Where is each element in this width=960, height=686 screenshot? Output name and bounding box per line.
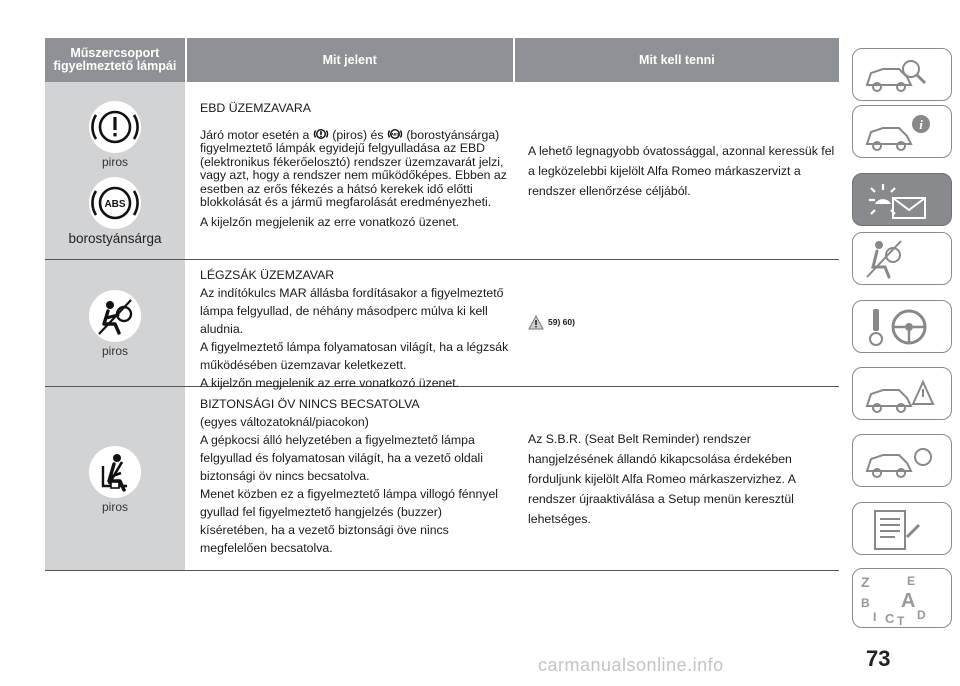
table-row bbox=[45, 387, 839, 571]
lamp-cell bbox=[45, 260, 185, 386]
action-cell bbox=[512, 82, 839, 259]
meaning-cell bbox=[185, 387, 512, 570]
text-pre: Járó motor esetén a bbox=[200, 127, 310, 142]
action-cell bbox=[512, 260, 839, 386]
warning-refs-text: 59) 60) bbox=[548, 317, 575, 327]
car-service-icon bbox=[853, 435, 953, 488]
warning-lamp-table bbox=[45, 38, 839, 571]
row-text: A gépkocsi álló helyzetében a figyelmeztető lámpa felgyullad és folyamatosan világít, ha a vezető oldali biztonsági öv nincs becsatolva. bbox=[200, 433, 483, 483]
watermark: carmanualsonline.info bbox=[538, 655, 724, 675]
page-number: 73 bbox=[866, 646, 891, 671]
car-crash-icon bbox=[853, 368, 953, 421]
row-text: Menet közben ez a figyelmeztető lámpa villogó fénnyel gyullad fel figyelmeztető hangjelzés (buzzer) kíséretében, ha a vezető biztonsági öve nincs megfelelően becsatolva. bbox=[200, 487, 499, 555]
lamp-label-red: piros bbox=[101, 155, 128, 169]
header-lamps bbox=[45, 38, 185, 82]
lamp-label-red: piros bbox=[101, 499, 128, 514]
warning-reference bbox=[528, 312, 575, 332]
lamp-cell bbox=[45, 82, 185, 259]
svg-text:ABS: ABS bbox=[104, 199, 126, 210]
row-title: EBD ÜZEMZAVARA bbox=[200, 101, 311, 115]
brake-warning-icon bbox=[87, 99, 143, 155]
steering-key-icon bbox=[853, 301, 953, 354]
sidebar-tab-specs[interactable] bbox=[852, 502, 952, 555]
alphabet-index-icon bbox=[853, 569, 953, 629]
header-meaning bbox=[187, 38, 513, 82]
table-row bbox=[45, 82, 839, 260]
sidebar-tab-airbag[interactable] bbox=[852, 232, 952, 285]
document-list-icon bbox=[853, 503, 953, 556]
svg-text:C: C bbox=[885, 611, 895, 626]
airbag-seat-icon bbox=[853, 233, 953, 286]
text-mid1: (piros) és bbox=[332, 127, 384, 142]
action-cell bbox=[512, 387, 839, 570]
sidebar-tab-car-info[interactable] bbox=[852, 105, 952, 158]
sidebar-tab-warning-lamps[interactable] bbox=[852, 173, 952, 226]
lamp-label-amber: borostyánsárga bbox=[68, 231, 162, 246]
sidebar-tab-index[interactable] bbox=[852, 568, 952, 628]
row-text: A kijelzőn megjelenik az erre vonatkozó üzenet. bbox=[200, 376, 460, 390]
meaning-cell bbox=[185, 260, 512, 390]
warning-lamp-icon bbox=[853, 174, 953, 227]
header-meaning-label: Mit jelent bbox=[322, 52, 377, 67]
warning-triangle-icon bbox=[528, 315, 544, 330]
action-text: A lehető legnagyobb óvatossággal, azonnal keressük fel a legközelebbi kijelölt Alfa Romeo márkaszervizt a rendszer ellenőrzése céljából. bbox=[528, 143, 835, 198]
row-text: (egyes változatoknál/piacokon) bbox=[200, 415, 369, 429]
header-action bbox=[515, 38, 839, 82]
row-title: BIZTONSÁGI ÖV NINCS BECSATOLVA bbox=[200, 397, 420, 411]
row-title: LÉGZSÁK ÜZEMZAVAR bbox=[200, 268, 335, 282]
svg-text:B: B bbox=[861, 596, 870, 610]
svg-text:I: I bbox=[873, 610, 877, 624]
action-text: Az S.B.R. (Seat Belt Reminder) rendszer hangjelzésének állandó kikapcsolása érdekében forduljunk kijelölt Alfa Romeo márkaszervizhez. A rendszer újraaktiválása a Setup menün keresztül lehetséges. bbox=[528, 431, 796, 526]
svg-text:i: i bbox=[919, 117, 923, 132]
header-lamps-label: Műszercsoport figyelmeztető lámpái bbox=[53, 46, 177, 73]
header-action-label: Mit kell tenni bbox=[639, 52, 715, 67]
lamp-cell bbox=[45, 387, 185, 570]
svg-text:D: D bbox=[917, 608, 926, 622]
row-text: A figyelmeztető lámpa folyamatosan világít, ha a légzsák működésében üzemzavar keletkezett. bbox=[200, 340, 509, 372]
lamp-label-red: piros bbox=[101, 344, 128, 358]
sidebar-tab-service[interactable] bbox=[852, 434, 952, 487]
sidebar-tab-driving[interactable] bbox=[852, 300, 952, 353]
row-text bbox=[200, 126, 512, 210]
text-mid2: (borostyánsárga) figyelmeztető lámpák egyidejű felgyulladása az EBD (elektronikus fékerőelosztó) rendszer üzemzavarát jelzi, vagy azt, hogy a rendszer nem működőképes. Ebben az esetben az erős fékezés a hátsó kerekek idő előtti blokkolását és a jármű megfarolását eredményezheti. bbox=[200, 127, 507, 209]
svg-text:Z: Z bbox=[861, 574, 870, 590]
sidebar-tab-emergency[interactable] bbox=[852, 367, 952, 420]
meaning-cell bbox=[185, 82, 512, 259]
svg-text:A: A bbox=[901, 590, 916, 612]
airbag-warning-icon bbox=[87, 288, 143, 344]
seatbelt-warning-icon bbox=[87, 444, 143, 500]
row-text-end: A kijelzőn megjelenik az erre vonatkozó üzenet. bbox=[200, 214, 460, 229]
svg-text:E: E bbox=[907, 574, 916, 588]
row-text: Az indítókulcs MAR állásba fordításakor a figyelmeztető lámpa felgyullad, de néhány másodperc múlva ki kell aludnia. bbox=[200, 286, 504, 336]
table-header bbox=[45, 38, 839, 82]
svg-text:ABS: ABS bbox=[390, 131, 399, 136]
sidebar-tab-car-search[interactable] bbox=[852, 48, 952, 101]
brake-warning-icon bbox=[313, 126, 329, 142]
abs-warning-icon bbox=[387, 126, 403, 142]
svg-text:T: T bbox=[897, 614, 905, 628]
abs-warning-icon bbox=[87, 175, 143, 231]
car-search-icon bbox=[853, 49, 953, 102]
table-row bbox=[45, 260, 839, 390]
car-info-icon bbox=[853, 106, 953, 159]
